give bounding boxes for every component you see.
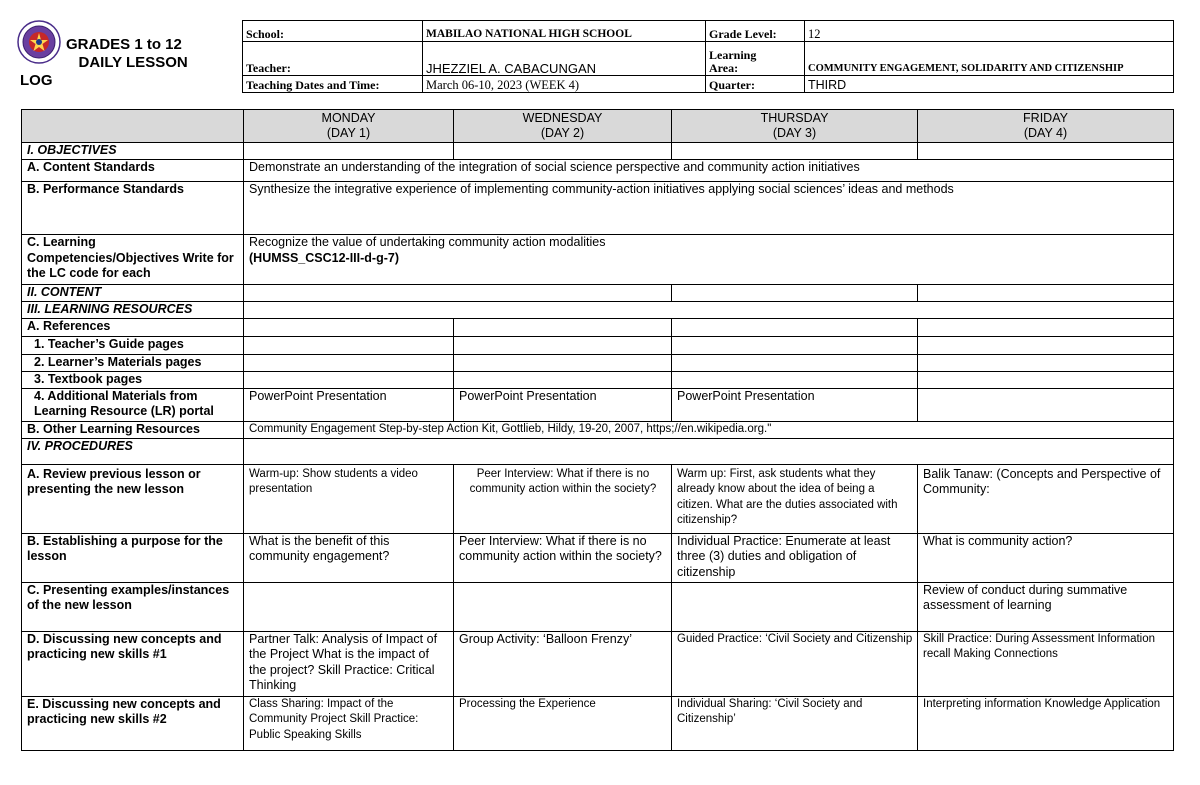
quarter-value: THIRD [805,76,1174,93]
performance-standards-label: B. Performance Standards [22,182,244,235]
discussing-2-label: E. Discussing new concepts and practicing new skills #2 [22,696,244,750]
school-value: MABILAO NATIONAL HIGH SCHOOL [423,21,706,42]
learning-resources-heading: III. LEARNING RESOURCES [22,301,244,318]
school-label: School: [243,21,423,42]
review-lesson-label: A. Review previous lesson or presenting the new lesson [22,464,244,533]
additional-materials-mon: PowerPoint Presentation [244,388,454,421]
purpose-wed: Peer Interview: What if there is no community action within the society? [454,533,672,582]
discussing-1-thu: Guided Practice: ‘Civil Society and Citizenship [672,631,918,696]
grade-label: Grade Level: [706,21,805,42]
learners-materials-label: 2. Learner’s Materials pages [22,354,244,371]
day-friday: FRIDAY (DAY 4) [918,110,1174,143]
header-info-table [242,20,1174,93]
discussing-2-thu: Individual Sharing: ‘Civil Society and Citizenship’ [672,696,918,750]
purpose-label: B. Establishing a purpose for the lesson [22,533,244,582]
presenting-thu [672,582,918,631]
discussing-2-wed: Processing the Experience [454,696,672,750]
blank-corner-cell [22,110,244,143]
additional-materials-thu: PowerPoint Presentation [672,388,918,421]
dll-title: GRADES 1 to 12 DAILY LESSON [66,36,188,71]
review-fri: Balik Tanaw: (Concepts and Perspective of Community: [918,464,1174,533]
objectives-heading: I. OBJECTIVES [22,143,244,160]
other-resources-label: B. Other Learning Resources [22,421,244,438]
review-wed: Peer Interview: What if there is no community action within the society? [454,464,672,533]
learning-area-label: Learning Area: [706,42,805,76]
textbook-pages-label: 3. Textbook pages [22,371,244,388]
teacher-label: Teacher: [243,42,423,76]
day-wednesday: WEDNESDAY (DAY 2) [454,110,672,143]
grade-value: 12 [805,21,1174,42]
presenting-fri: Review of conduct during summative assessment of learning [918,582,1174,631]
presenting-mon [244,582,454,631]
discussing-1-wed: Group Activity: ‘Balloon Frenzy’ [454,631,672,696]
content-standards-label: A. Content Standards [22,160,244,182]
dll-title-log: LOG [20,72,53,89]
purpose-thu: Individual Practice: Enumerate at least three (3) duties and obligation of citizenship [672,533,918,582]
day-thursday: THURSDAY (DAY 3) [672,110,918,143]
purpose-fri: What is community action? [918,533,1174,582]
learning-area-value: COMMUNITY ENGAGEMENT, SOLIDARITY AND CITIZENSHIP [805,42,1174,76]
teacher-value: JHEZZIEL A. CABACUNGAN [423,42,706,76]
day-monday: MONDAY (DAY 1) [244,110,454,143]
learning-competencies-text: Recognize the value of undertaking community action modalities [249,235,606,249]
discussing-1-label: D. Discussing new concepts and practicing new skills #1 [22,631,244,696]
review-mon: Warm-up: Show students a video presentation [244,464,454,533]
dates-label: Teaching Dates and Time: [243,76,423,93]
additional-materials-label: 4. Additional Materials from Learning Resource (LR) portal [22,388,244,421]
content-standards-text: Demonstrate an understanding of the integration of social science perspective and community action initiatives [244,160,1174,182]
learning-competencies-cell [244,235,1174,285]
discussing-1-fri: Skill Practice: During Assessment Information recall Making Connections [918,631,1174,696]
additional-materials-wed: PowerPoint Presentation [454,388,672,421]
lesson-log-table [21,109,1174,751]
procedures-heading: IV. PROCEDURES [22,438,244,464]
other-resources-text: Community Engagement Step-by-step Action Kit, Gottlieb, Hildy, 19-20, 2007, https;//en.wikipedia.org." [244,421,1174,438]
deped-seal-logo [17,20,61,64]
content-heading: II. CONTENT [22,285,244,302]
quarter-label: Quarter: [706,76,805,93]
discussing-2-mon: Class Sharing: Impact of the Community Project Skill Practice: Public Speaking Skills [244,696,454,750]
learning-competencies-label: C. Learning Competencies/Objectives Write for the LC code for each [22,235,244,285]
review-thu: Warm up: First, ask students what they already know about the idea of being a citizen. What are the duties associated with citizenship? [672,464,918,533]
days-header-row [22,110,1174,143]
performance-standards-text: Synthesize the integrative experience of implementing community-action initiatives applying social sciences’ ideas and methods [244,182,1174,235]
discussing-2-fri: Interpreting information Knowledge Application [918,696,1174,750]
references-label: A. References [22,318,244,336]
presenting-wed [454,582,672,631]
presenting-examples-label: C. Presenting examples/instances of the new lesson [22,582,244,631]
discussing-1-mon: Partner Talk: Analysis of Impact of the Project What is the impact of the project? Skill Practice: Critical Thinking [244,631,454,696]
additional-materials-fri [918,388,1174,421]
lc-code: (HUMSS_CSC12-III-d-g-7) [249,250,400,265]
dates-value: March 06-10, 2023 (WEEK 4) [423,76,706,93]
purpose-mon: What is the benefit of this community engagement? [244,533,454,582]
teachers-guide-label: 1. Teacher’s Guide pages [22,336,244,354]
